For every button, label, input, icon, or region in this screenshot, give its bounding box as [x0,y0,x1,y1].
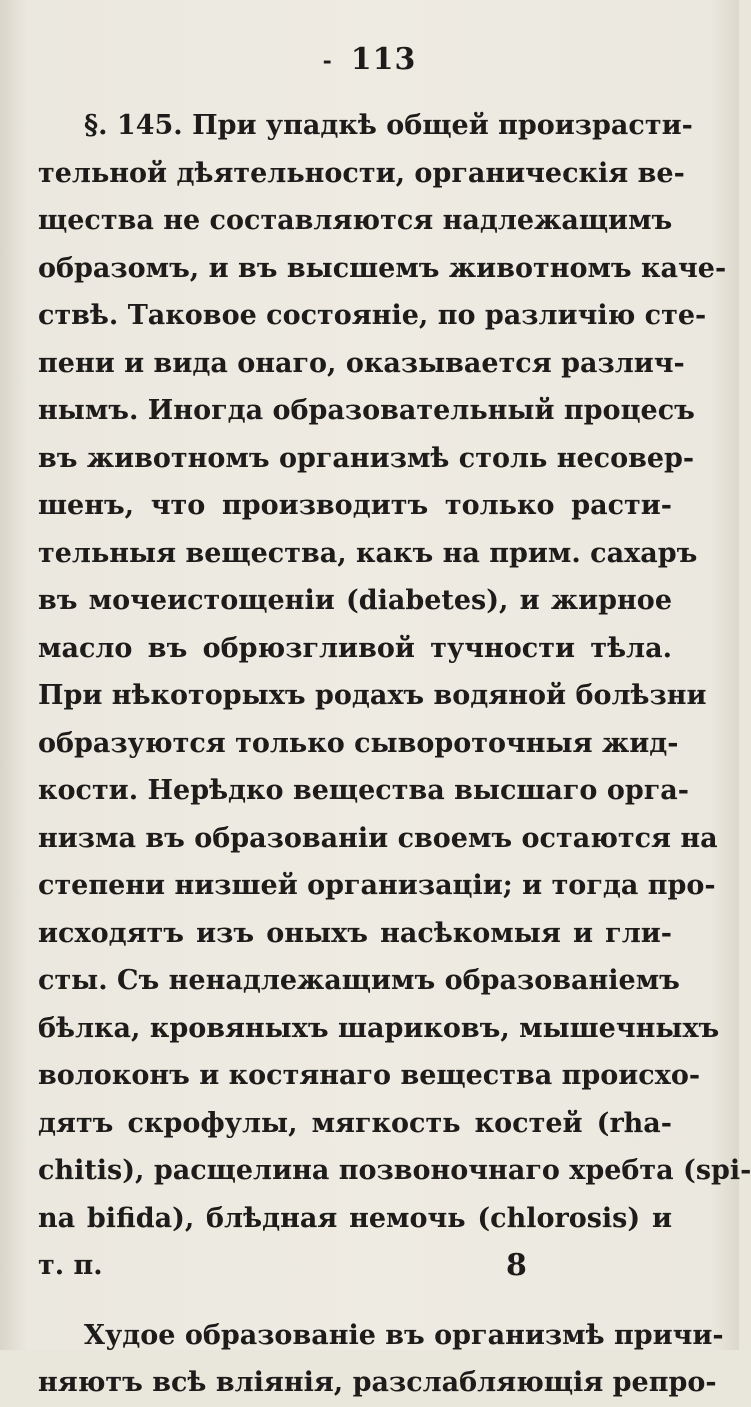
text-line: образомъ, и въ высшемъ животномъ каче- [38,252,727,284]
text-line: няютъ всѣ вліянія, разслабляющія репро- [38,1367,717,1398]
text-line: бѣлка, кровяныхъ шариковъ, мышечныхъ [38,1012,720,1044]
text-line: пени и вида онаго, оказывается различ- [38,347,685,379]
paragraph-continuation [38,1312,724,1407]
text-line: сты. Съ ненадлежащимъ образованіемъ [38,965,680,996]
text-line: въ мочеистощеніи (diabetes), и жирное [38,585,672,616]
text-line: въ животномъ организмѣ столь несовер- [38,442,695,474]
text-line: степени низшей организаціи; и тогда про- [38,870,716,901]
text-line: нымъ. Иногда образовательный процесъ [38,395,695,426]
text-line: масло въ обрюзгливой тучности тѣла. [38,632,672,664]
page-number-dash: - [322,48,333,74]
text-line: тельной дѣятельности, органическія ве- [38,157,685,189]
page-number-value: 113 [350,42,417,77]
text-line: щества не составляются надлежащимъ [38,205,673,236]
text-line: ствѣ. Таковое состояніе, по различію сте- [38,300,707,331]
text-line: шенъ, что производитъ только расти- [38,490,672,521]
text-line: волоконъ и костянаго вещества происхо- [38,1060,701,1091]
text-line: дятъ скрофулы, мягкость костей (rha- [38,1107,672,1139]
text-line: тельныя вещества, какъ на прим. сахаръ [38,537,698,569]
text-line: chitis), расщелина позвоночнаго хребта (spi- [38,1155,751,1186]
signature-mark: 8 [506,1248,527,1283]
text-line: образуются только сывороточныя жид- [38,727,679,759]
text-line: Худое образованіе въ организмѣ причи- [84,1319,724,1351]
text-line: na bifida), блѣдная немочь (chlorosis) и [38,1202,672,1234]
page-number [0,42,739,77]
text-line: При нѣкоторыхъ родахъ водяной болѣзни [38,680,707,711]
paragraph-145 [38,102,751,1290]
text-line: низма въ образованіи своемъ остаются на [38,822,718,854]
text-line: исходятъ изъ оныхъ насѣкомыя и гли- [38,917,672,949]
text-line: §. 145. При упадкѣ общей произрасти- [84,110,693,141]
text-line: т. п. [38,1250,103,1281]
body-text [38,102,751,1407]
text-line: кости. Нерѣдко вещества высшаго орга- [38,775,689,806]
